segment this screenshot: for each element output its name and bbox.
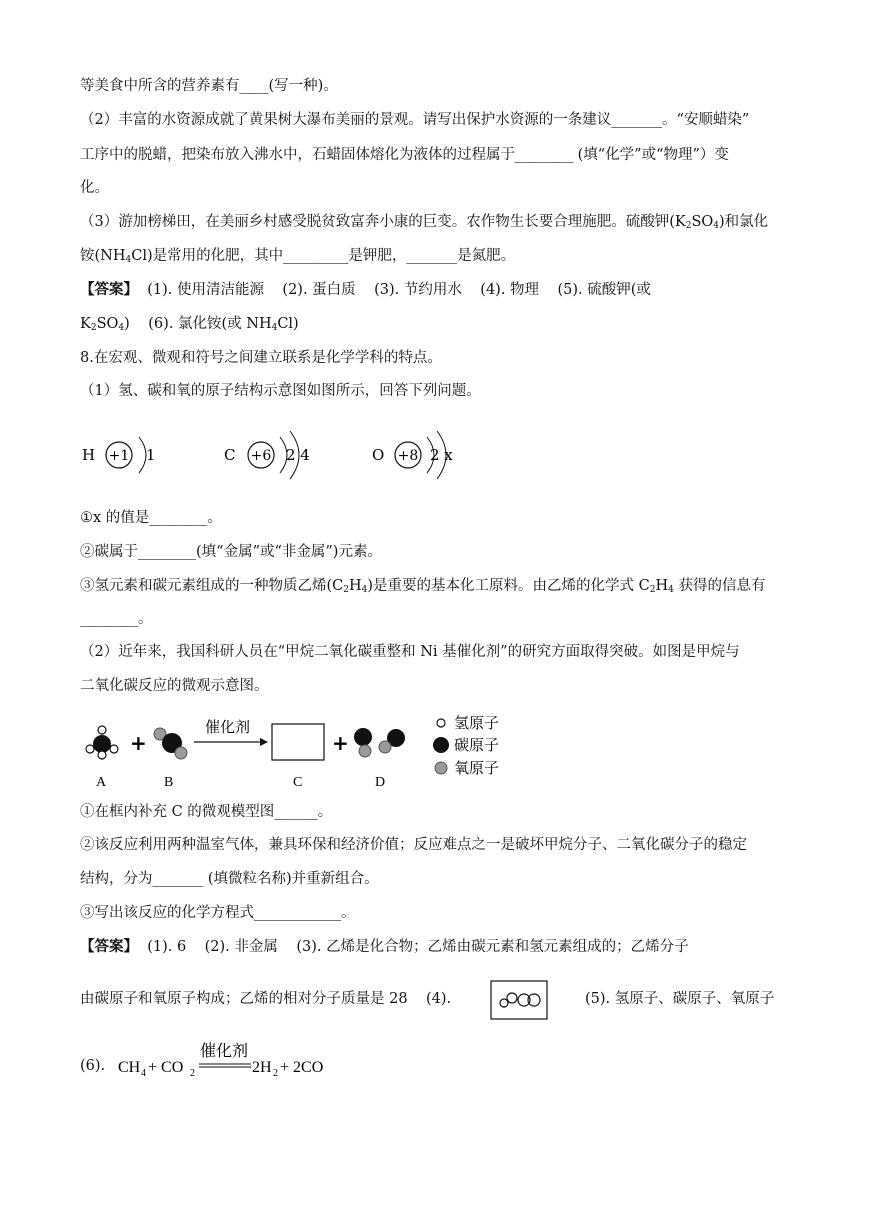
svg-text:2: 2 [190, 1068, 195, 1079]
svg-text:2H: 2H [252, 1059, 272, 1076]
legend-hydrogen-label: 氢原子 [454, 715, 500, 732]
answer-label-2: 【答案】 [80, 938, 138, 955]
hydrogen-nucleus-charge: +1 [108, 448, 130, 464]
carbon-symbol: C [224, 446, 236, 464]
svg-text:+ 2CO: + 2CO [280, 1059, 324, 1076]
text-line-2: （2）丰富的水资源成就了黄果树大瀑布美丽的景观。请写出保护水资源的一条建议_______。“安顺蜡染” [80, 112, 750, 128]
carbon-nucleus-charge: +6 [250, 448, 272, 464]
text-line-3: 工序中的脱蜡，把染布放入沸水中，石蜡固体熔化为液体的过程属于________ (填“化学”或“物理”）变 [80, 147, 729, 163]
text-line-11: ①x 的值是________。 [80, 510, 222, 526]
svg-text:4: 4 [141, 1068, 146, 1079]
label-c: C [293, 775, 303, 790]
molecule-b-co2 [154, 728, 187, 759]
svg-text:2: 2 [273, 1068, 278, 1079]
product-c-box [272, 724, 324, 760]
oxygen-symbol: O [372, 446, 385, 464]
text-line-14: ________。 [80, 611, 153, 627]
text-line-1: 等美食中所含的营养素有____(写一种)。 [80, 78, 338, 94]
svg-text:+ CO: + CO [148, 1059, 184, 1076]
reaction-arrowhead [260, 738, 268, 746]
hydrogen-shell-electrons: 1 [146, 446, 156, 464]
text-line-15: （2）近年来，我国科研人员在“甲烷二氧化碳重整和 Ni 基催化剂”的研究方面取得突破。如图是甲烷与 [80, 644, 740, 660]
text-line-4: 化。 [80, 180, 109, 196]
text-line-12: ②碳属于________(填“金属”或“非金属”)元素。 [80, 544, 382, 560]
plus-sign-1: + [130, 731, 147, 755]
molecules-d [354, 728, 405, 757]
oxygen-shell-electrons: 2 x [430, 446, 453, 464]
carbon-atom-diagram [224, 431, 310, 479]
legend [433, 715, 499, 777]
text-line-16: 二氧化碳反应的微观示意图。 [80, 678, 269, 694]
legend-oxygen-swatch [435, 762, 447, 774]
chemical-equation [118, 1036, 358, 1086]
answer-line-4-tail: (5). 氢原子、碳原子、氧原子 [585, 991, 775, 1007]
legend-carbon-label: 碳原子 [454, 737, 500, 754]
answer-line-4: 由碳原子和氧原子构成；乙烯的相对分子质量是 28 (4). [80, 991, 452, 1007]
oxygen-atom-diagram [372, 431, 453, 479]
label-a: A [96, 775, 107, 790]
legend-oxygen-label: 氧原子 [454, 760, 500, 777]
text-line-6: 铵$(NH_4Cl)$是常用的化肥，其中_________是钾肥，_______是氮肥。 [80, 248, 516, 265]
answer-line-1: 【答案】 (1). 使用清洁能源 (2). 蛋白质 (3). 节约用水 (4). 物理 (5). 硫酸钾(或 [80, 281, 651, 298]
answer-label: 【答案】 [80, 281, 138, 298]
text-line-20: ③写出该反应的化学方程式____________。 [80, 905, 356, 921]
oxygen-nucleus-charge: +8 [397, 448, 419, 464]
equation-catalyst: 催化剂 [200, 1043, 249, 1060]
plus-sign-2: + [332, 731, 349, 755]
hydrogen-shell-arc [139, 437, 146, 473]
equation-number: (6). [80, 1058, 106, 1074]
text-line-13: ③氢元素和碳元素组成的一种物质乙烯$(C_2H_4)$是重要的基本化工原料。由乙烯的化学式 $C_2H_4$ 获得的信息有 [80, 578, 766, 595]
answer-line-2: $K_2SO_4$) (6). 氯化铵(或 $NH_4Cl$) [80, 316, 299, 333]
legend-carbon-swatch [433, 737, 449, 753]
catalyst-label: 催化剂 [205, 719, 251, 736]
answer-line-3: 【答案】 (1). 6 (2). 非金属 (3). 乙烯是化合物；乙烯由碳元素和氢元素组成的；乙烯分子 [80, 938, 689, 955]
question-8-title: 8.在宏观、微观和符号之间建立联系是化学学科的特点。 [80, 350, 442, 366]
hydrogen-atom-diagram [82, 437, 156, 473]
label-d: D [375, 775, 386, 790]
svg-text:CH: CH [118, 1059, 141, 1076]
text-line-10: （1）氢、碳和氧的原子结构示意图如图所示，回答下列问题。 [80, 383, 481, 399]
answer-c-model-box [490, 980, 548, 1020]
text-line-17: ①在框内补充 C 的微观模型图______。 [80, 804, 333, 820]
text-line-18: ②该反应利用两种温室气体，兼具环保和经济价值；反应难点之一是破坏甲烷分子、二氧化碳分子的稳定 [80, 837, 747, 853]
label-b: B [164, 775, 174, 790]
atom-structure-diagram [76, 425, 496, 485]
molecule-a-methane [86, 726, 118, 759]
carbon-shell-electrons: 2 4 [286, 446, 310, 464]
legend-hydrogen-swatch [437, 719, 445, 727]
text-line-19: 结构，分为_______ (填微粒名称)并重新组合。 [80, 871, 379, 887]
hydrogen-symbol: H [82, 446, 96, 464]
text-line-5: （3）游加榜梯田，在美丽乡村感受脱贫致富奔小康的巨变。农作物生长要合理施肥。硫酸钾$(K_2SO_4)$和氯化 [80, 214, 769, 231]
reaction-micro-diagram [80, 712, 520, 792]
